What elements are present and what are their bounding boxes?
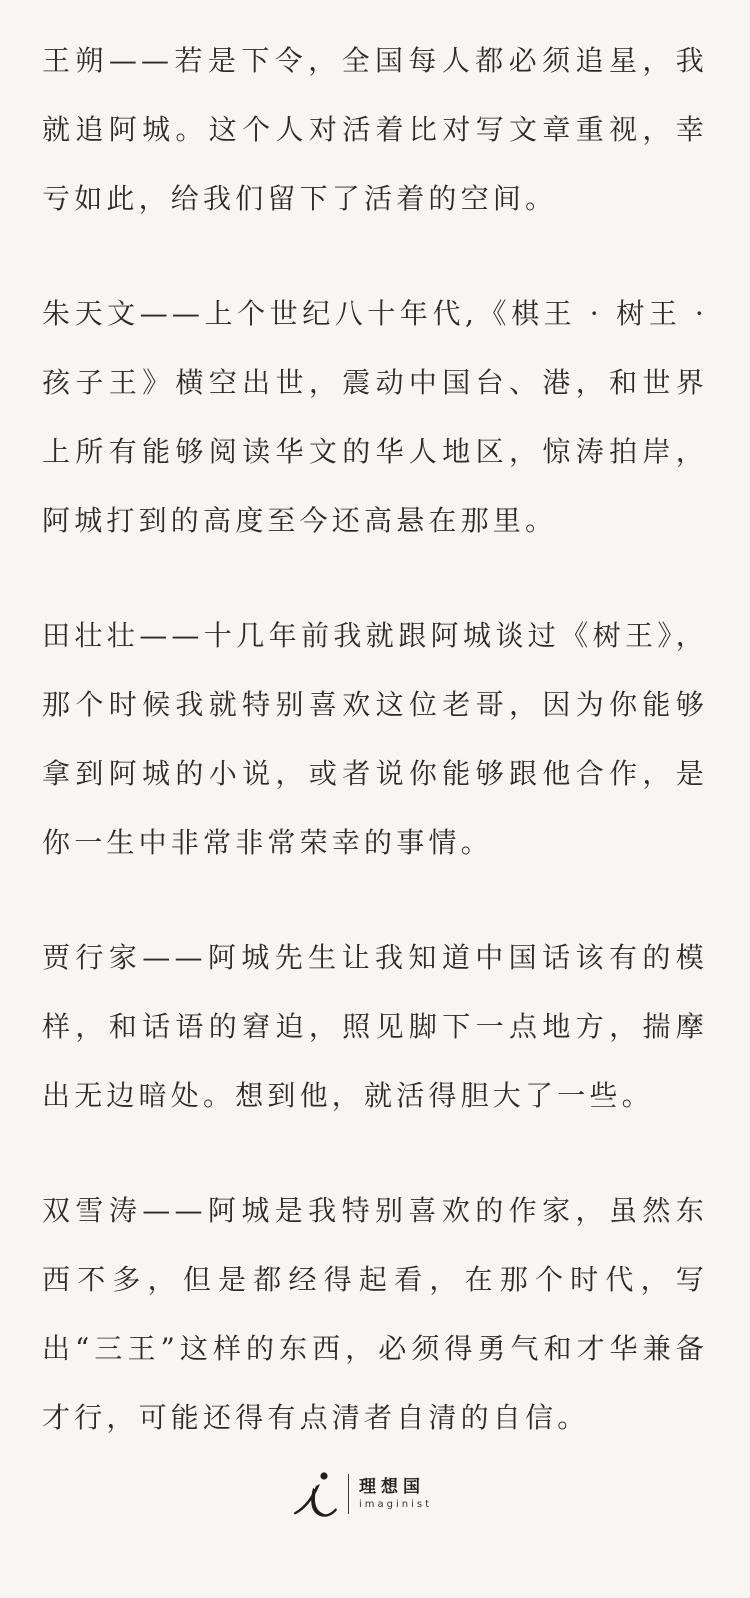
quote-speaker: 田壮壮 (42, 619, 140, 652)
logo-text (359, 1476, 432, 1512)
imaginist-i-logo-icon (290, 1468, 342, 1520)
quote-paragraph (42, 923, 708, 1130)
quote-dash: —— (139, 297, 205, 330)
logo-chinese-name: 理想国 (359, 1477, 425, 1497)
quote-text: 若是下令，全国每人都必须追星，我就追阿城。这个人对活着比对写文章重视，幸亏如此，给我们留下了活着的空间。 (42, 44, 708, 215)
quote-speaker: 贾行家 (42, 941, 143, 974)
imaginist-logo (290, 1468, 432, 1520)
quote-paragraph (42, 279, 708, 555)
quote-paragraph (42, 1176, 708, 1452)
logo-english-name: imaginist (359, 1499, 433, 1510)
quotes-list (42, 26, 708, 1498)
quote-dash: —— (142, 1194, 207, 1227)
quote-speaker: 双雪涛 (42, 1194, 143, 1227)
quote-text: 上个世纪八十年代,《棋王 · 树王 · 孩子王》横空出世，震动中国台、港，和世界上所有能够阅读华文的华人地区，惊涛拍岸，阿城打到的高度至今还高悬在那里。 (42, 297, 708, 537)
quote-paragraph (42, 26, 708, 233)
quote-text: 阿城是我特别喜欢的作家，虽然东西不多，但是都经得起看，在那个时代，写出“三王”这样的东西，必须得勇气和才华兼备才行，可能还得有点清者自清的自信。 (42, 1194, 708, 1434)
quote-dash: —— (142, 941, 207, 974)
quote-text: 阿城先生让我知道中国话该有的模样，和话语的窘迫，照见脚下一点地方，揣摩出无边暗处。想到他，就活得胆大了一些。 (42, 941, 708, 1112)
quote-text: 十几年前我就跟阿城谈过《树王》，那个时候我就特别喜欢这位老哥，因为你能够拿到阿城的小说，或者说你能够跟他合作，是你一生中非常非常荣幸的事情。 (42, 619, 708, 859)
quote-dash: —— (108, 44, 174, 77)
quote-paragraph (42, 601, 708, 877)
logo-divider (348, 1474, 349, 1514)
quote-speaker: 朱天文 (42, 297, 140, 330)
quote-speaker: 王朔 (42, 44, 109, 77)
quote-dash: —— (139, 619, 204, 652)
